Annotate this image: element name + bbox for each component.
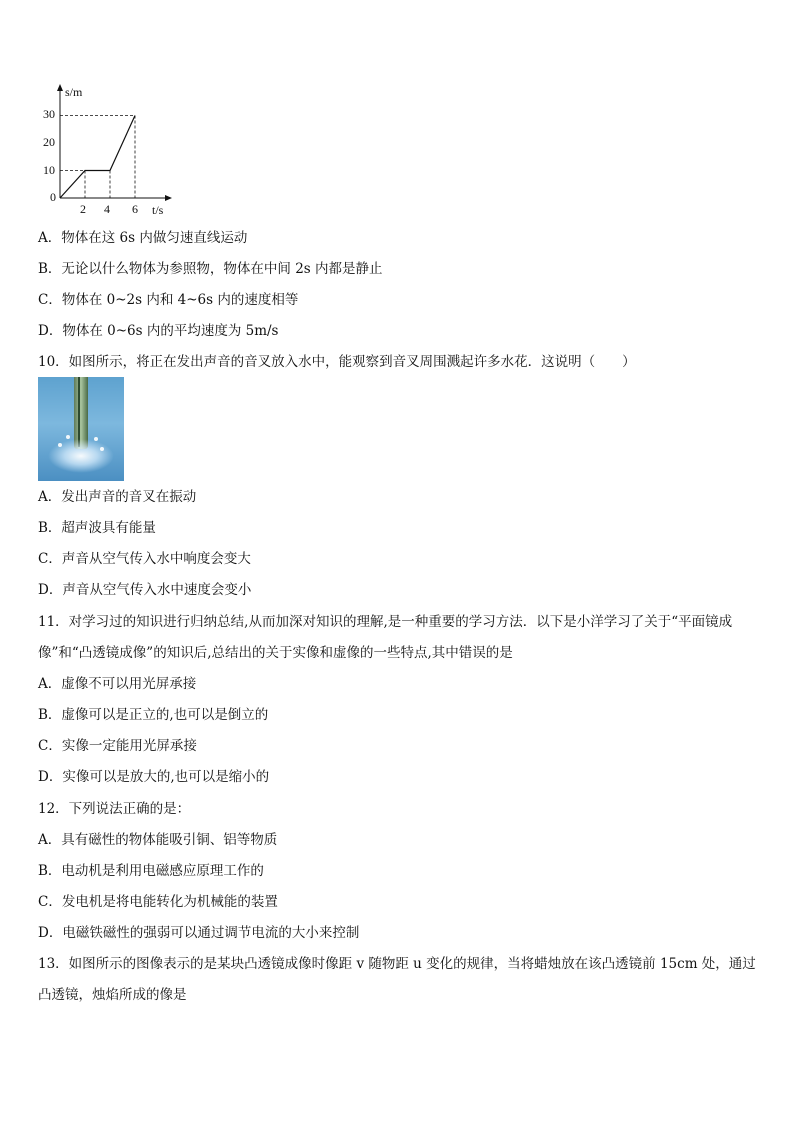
q10-option-a: A．发出声音的音叉在振动 bbox=[38, 489, 197, 505]
q12-option-c: C．发电机是将电能转化为机械能的装置 bbox=[38, 894, 278, 910]
q10-option-c: C．声音从空气传入水中响度会变大 bbox=[38, 551, 251, 567]
q13-stem-line2: 凸透镜，烛焰所成的像是 bbox=[38, 987, 187, 1003]
q10-stem: 10．如图所示，将正在发出声音的音叉放入水中，能观察到音叉周围溅起许多水花．这说明（ ） bbox=[38, 354, 636, 370]
tuning-fork-in-water-photo bbox=[38, 377, 124, 481]
q10-option-d: D．声音从空气传入水中速度会变小 bbox=[38, 582, 252, 598]
x-tick-6: 6 bbox=[132, 202, 138, 216]
y-tick-20: 20 bbox=[43, 135, 55, 149]
q13-stem-line1: 13．如图所示的图像表示的是某块凸透镜成像时像距 v 随物距 u 变化的规律，当将蜡烛放在该凸透镜前 15cm 处，通过 bbox=[38, 956, 756, 972]
water-droplet bbox=[66, 435, 70, 439]
water-droplet bbox=[58, 443, 62, 447]
distance-time-line bbox=[60, 116, 135, 199]
x-tick-2: 2 bbox=[80, 202, 86, 216]
q11-option-c: C．实像一定能用光屏承接 bbox=[38, 738, 197, 754]
q9-option-b: B．无论以什么物体为参照物，物体在中间 2s 内都是静止 bbox=[38, 261, 383, 277]
q10-option-b: B．超声波具有能量 bbox=[38, 520, 156, 536]
q11-stem-line2: 像”和“凸透镜成像”的知识后,总结出的关于实像和虚像的一些特点,其中错误的是 bbox=[38, 645, 513, 661]
y-tick-10: 10 bbox=[43, 163, 55, 177]
x-axis-arrow bbox=[165, 195, 172, 201]
q11-option-b: B．虚像可以是正立的,也可以是倒立的 bbox=[38, 707, 269, 723]
y-axis-arrow bbox=[57, 84, 63, 91]
q12-option-b: B．电动机是利用电磁感应原理工作的 bbox=[38, 863, 264, 879]
q12-stem: 12．下列说法正确的是： bbox=[38, 801, 191, 817]
distance-time-graph bbox=[30, 80, 180, 220]
q9-option-d: D．物体在 0~6s 内的平均速度为 5m/s bbox=[38, 323, 279, 339]
water-droplet bbox=[94, 437, 98, 441]
y-tick-30: 30 bbox=[43, 107, 55, 121]
q11-stem-line1: 11．对学习过的知识进行归纳总结,从而加深对知识的理解,是一种重要的学习方法．以下是小洋学习了关于“平面镜成 bbox=[38, 614, 733, 630]
y-tick-0: 0 bbox=[50, 190, 56, 204]
q12-option-a: A．具有磁性的物体能吸引铜、铝等物质 bbox=[38, 832, 278, 848]
q11-option-d: D．实像可以是放大的,也可以是缩小的 bbox=[38, 769, 270, 785]
q9-option-c: C．物体在 0~2s 内和 4~6s 内的速度相等 bbox=[38, 292, 299, 308]
q9-option-a: A．物体在这 6s 内做匀速直线运动 bbox=[38, 230, 248, 246]
tuning-fork-gap bbox=[78, 377, 80, 447]
water-droplet bbox=[100, 447, 104, 451]
x-axis-label: t/s bbox=[152, 203, 164, 217]
y-axis-label: s/m bbox=[65, 85, 83, 99]
q12-option-d: D．电磁铁磁性的强弱可以通过调节电流的大小来控制 bbox=[38, 925, 360, 941]
x-tick-4: 4 bbox=[104, 202, 110, 216]
q11-option-a: A．虚像不可以用光屏承接 bbox=[38, 676, 197, 692]
